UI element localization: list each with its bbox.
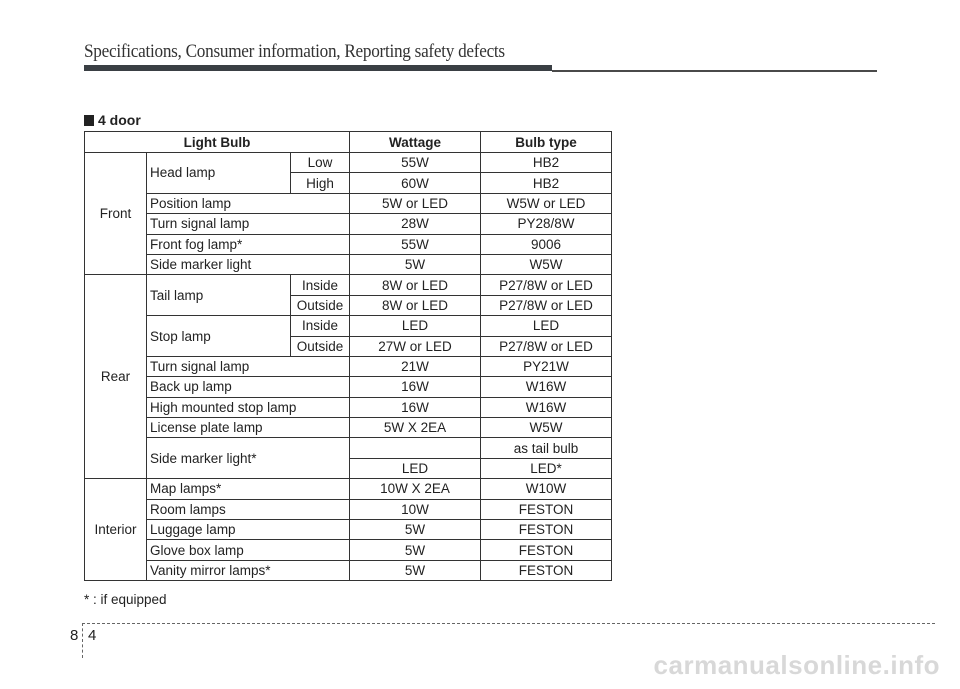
header-light-bulb: Light Bulb (85, 132, 350, 153)
chapter-number: 8 (70, 627, 79, 644)
wattage-cell: 28W (350, 214, 481, 234)
table-row (85, 254, 612, 274)
wattage-cell: 16W (350, 397, 481, 417)
bulb-type-cell: FESTON (481, 540, 612, 560)
bulb-type-cell: FESTON (481, 520, 612, 540)
wattage-cell: 5W (350, 520, 481, 540)
wattage-cell: 5W or LED (350, 193, 481, 213)
bulb-type-cell: FESTON (481, 499, 612, 519)
wattage-cell: 10W X 2EA (350, 479, 481, 499)
bulb-name: High mounted stop lamp (147, 397, 350, 417)
table-row (85, 520, 612, 540)
table-row (85, 397, 612, 417)
wattage-cell: 5W X 2EA (350, 418, 481, 438)
bulb-name: Side marker light (147, 254, 350, 274)
table-row (85, 356, 612, 376)
bulb-type-cell: as tail bulb (481, 438, 612, 458)
table-row (85, 316, 612, 336)
footnote: * : if equipped (84, 592, 167, 607)
page-header-title: Specifications, Consumer information, Reporting safety defects (84, 42, 505, 62)
table-row (85, 234, 612, 254)
table-row (85, 153, 612, 173)
wattage-cell: 5W (350, 560, 481, 580)
bulb-type-cell: FESTON (481, 560, 612, 580)
bulb-type-cell: P27/8W or LED (481, 295, 612, 315)
bulb-name: Map lamps* (147, 479, 350, 499)
bulb-variant: Inside (291, 316, 350, 336)
bulb-name: Room lamps (147, 499, 350, 519)
group-label: Rear (85, 275, 147, 479)
bulb-variant: Outside (291, 295, 350, 315)
table-row (85, 214, 612, 234)
wattage-cell: 21W (350, 356, 481, 376)
table-row (85, 193, 612, 213)
wattage-cell: LED (350, 458, 481, 478)
wattage-cell (350, 438, 481, 458)
table-row (85, 560, 612, 580)
footer-divider (82, 623, 935, 624)
bulb-name: Front fog lamp* (147, 234, 350, 254)
bulb-type-cell: W5W (481, 254, 612, 274)
bulb-type-cell: PY21W (481, 356, 612, 376)
table-row (85, 418, 612, 438)
table-row (85, 499, 612, 519)
bulb-name: Vanity mirror lamps* (147, 560, 350, 580)
bulb-name: Back up lamp (147, 377, 350, 397)
wattage-cell: 16W (350, 377, 481, 397)
table-row (85, 377, 612, 397)
table-row (85, 275, 612, 295)
bulb-name: License plate lamp (147, 418, 350, 438)
wattage-cell: 5W (350, 540, 481, 560)
bulb-variant: Low (291, 153, 350, 173)
header-bulb-type: Bulb type (481, 132, 612, 153)
bulb-type-cell: LED* (481, 458, 612, 478)
group-label: Interior (85, 479, 147, 581)
page-number-divider (82, 623, 83, 658)
bulb-variant: Outside (291, 336, 350, 356)
group-label: Front (85, 153, 147, 275)
header-wattage: Wattage (350, 132, 481, 153)
wattage-cell: 55W (350, 153, 481, 173)
bulb-type-cell: PY28/8W (481, 214, 612, 234)
bulb-name: Head lamp (147, 153, 291, 194)
wattage-cell: LED (350, 316, 481, 336)
bulb-name: Position lamp (147, 193, 350, 213)
bulb-type-cell: P27/8W or LED (481, 275, 612, 295)
bulb-wattage-table (84, 131, 612, 581)
wattage-cell: 27W or LED (350, 336, 481, 356)
bulb-type-cell: W5W (481, 418, 612, 438)
bulb-variant: High (291, 173, 350, 193)
section-title: 4 door (98, 112, 141, 128)
wattage-cell: 8W or LED (350, 295, 481, 315)
header-bar (84, 65, 552, 71)
bulb-type-cell: W16W (481, 377, 612, 397)
square-bullet-icon (84, 115, 94, 126)
table-row (85, 540, 612, 560)
page-number: 4 (88, 627, 97, 644)
wattage-cell: 10W (350, 499, 481, 519)
header-rule (552, 70, 877, 72)
section-heading (84, 112, 141, 128)
bulb-type-cell: W16W (481, 397, 612, 417)
wattage-cell: 60W (350, 173, 481, 193)
wattage-cell: 5W (350, 254, 481, 274)
bulb-name: Tail lamp (147, 275, 291, 316)
bulb-name: Luggage lamp (147, 520, 350, 540)
bulb-type-cell: HB2 (481, 173, 612, 193)
wattage-cell: 8W or LED (350, 275, 481, 295)
table-row (85, 438, 612, 458)
watermark: carmanualsonline.info (653, 650, 940, 680)
wattage-cell: 55W (350, 234, 481, 254)
bulb-name: Glove box lamp (147, 540, 350, 560)
bulb-type-cell: W5W or LED (481, 193, 612, 213)
bulb-name: Side marker light* (147, 438, 350, 479)
bulb-name: Stop lamp (147, 316, 291, 357)
bulb-name: Turn signal lamp (147, 214, 350, 234)
bulb-type-cell: P27/8W or LED (481, 336, 612, 356)
bulb-type-cell: W10W (481, 479, 612, 499)
bulb-type-cell: LED (481, 316, 612, 336)
bulb-name: Turn signal lamp (147, 356, 350, 376)
table-row (85, 479, 612, 499)
bulb-variant: Inside (291, 275, 350, 295)
table-header-row (85, 132, 612, 153)
bulb-type-cell: 9006 (481, 234, 612, 254)
bulb-type-cell: HB2 (481, 153, 612, 173)
